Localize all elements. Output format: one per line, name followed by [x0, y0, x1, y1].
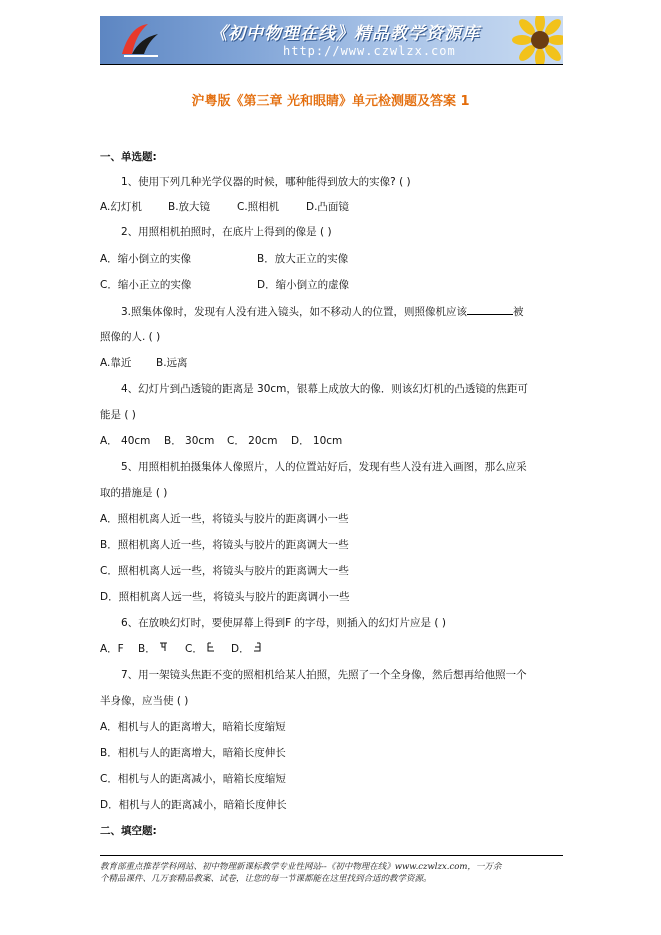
rotated-f-glyph-c-icon [206, 642, 215, 652]
header-divider [100, 64, 563, 65]
q7-option-d: D．相机与人的距离减小，暗箱长度伸长 [100, 799, 287, 811]
q6-option-a: A．F [100, 643, 124, 655]
footer-line-1: 教育部重点推荐学科网站、初中物理新课标教学专业性网站--《初中物理在线》www.czwlzx.com，一万余 [100, 862, 502, 872]
q1-option-a: A.幻灯机 [100, 201, 142, 213]
q5-option-c: C．照相机离人远一些，将镜头与胶片的距离调大一些 [100, 565, 349, 577]
banner-url[interactable]: http://www.czwlzx.com [283, 44, 456, 58]
q5-option-a: A．照相机离人近一些，将镜头与胶片的距离调小一些 [100, 513, 349, 525]
sunflower-icon [510, 16, 563, 64]
q5-option-d: D．照相机离人远一些，将镜头与胶片的距离调小一些 [100, 591, 350, 603]
q1-option-b: B.放大镜 [168, 201, 211, 213]
section-heading-choice: 一、单选题: [100, 151, 157, 163]
q4-option-b: B． 30cm [164, 435, 215, 447]
q6-option-c: C． [185, 642, 215, 656]
question-2-stem: 2、用照相机拍照时，在底片上得到的像是 ( ) [121, 226, 332, 238]
question-7-stem: 7、用一架镜头焦距不变的照相机给某人拍照，先照了一个全身像，然后想再给他照一个 [121, 669, 527, 681]
q2-option-d: D．缩小倒立的虚像 [257, 279, 350, 291]
question-4-stem-cont: 能是 ( ) [100, 409, 136, 421]
q2-option-a: A．缩小倒立的实像 [100, 253, 192, 265]
q7-option-b: B．相机与人的距离增大，暗箱长度伸长 [100, 747, 286, 759]
q3-stem-text: 3.照集体像时，发现有人没有进入镜头，如不移动人的位置，则照像机应该 [121, 306, 468, 318]
footer-text [100, 861, 565, 885]
question-1-stem: 1、使用下列几种光学仪器的时候，哪种能得到放大的实像? ( ) [121, 176, 411, 188]
question-5-stem-cont: 取的措施是 ( ) [100, 487, 168, 499]
footer-divider [100, 855, 563, 856]
question-5-stem: 5、用照相机拍摄集体人像照片，人的位置站好后，发现有些人没有进入画图，那么应采 [121, 461, 527, 473]
question-3-options [100, 356, 570, 370]
q4-option-c: C． 20cm [227, 435, 278, 447]
document-title: 沪粤版《第三章 光和眼睛》单元检测题及答案 1 [191, 94, 470, 109]
q2-option-c: C．缩小正立的实像 [100, 279, 192, 291]
q1-option-d: D.凸面镜 [306, 201, 349, 213]
question-2-options-row2 [100, 278, 570, 292]
q4-option-d: D． 10cm [291, 435, 343, 447]
q5-option-b: B．照相机离人近一些，将镜头与胶片的距离调大一些 [100, 539, 349, 551]
q7-option-c: C．相机与人的距离减小，暗箱长度缩短 [100, 773, 286, 785]
header-banner [100, 16, 563, 64]
question-7-stem-cont: 半身像，应当使 ( ) [100, 695, 189, 707]
question-2-options-row1 [100, 252, 570, 266]
banner-brand: 《初中物理在线》精品教学资源库 [210, 24, 480, 44]
q3-option-a: A.靠近 [100, 357, 132, 369]
question-4-stem: 4、幻灯片到凸透镜的距离是 30cm，银幕上成放大的像．则该幻灯机的凸透镜的焦距可 [121, 383, 528, 395]
q7-option-a: A．相机与人的距离增大，暗箱长度缩短 [100, 721, 286, 733]
q6-option-b: B． [138, 642, 168, 656]
question-3-stem-cont: 照像的人. ( ) [100, 331, 161, 343]
site-logo-icon [118, 20, 162, 60]
q3-stem-tail: 被 [513, 306, 524, 318]
question-3-stem [121, 304, 591, 319]
rotated-f-glyph-d-icon [253, 642, 262, 652]
q1-option-c: C.照相机 [237, 201, 280, 213]
q4-option-a: A． 40cm [100, 435, 151, 447]
rotated-f-glyph-b-icon [159, 642, 168, 652]
q3-option-b: B.远离 [156, 357, 188, 369]
section-heading-fill: 二、填空题: [100, 825, 157, 837]
q3-answer-blank[interactable] [467, 304, 513, 315]
q6-option-d: D． [231, 642, 262, 656]
footer-line-2: 个精品课件、几万套精品教案、试卷，让您的每一节课都能在这里找到合适的教学资源。 [100, 874, 432, 884]
q2-option-b: B．放大正立的实像 [257, 253, 349, 265]
question-6-stem: 6、在放映幻灯时，要使屏幕上得到F 的字母，则插入的幻灯片应是 ( ) [121, 617, 446, 629]
